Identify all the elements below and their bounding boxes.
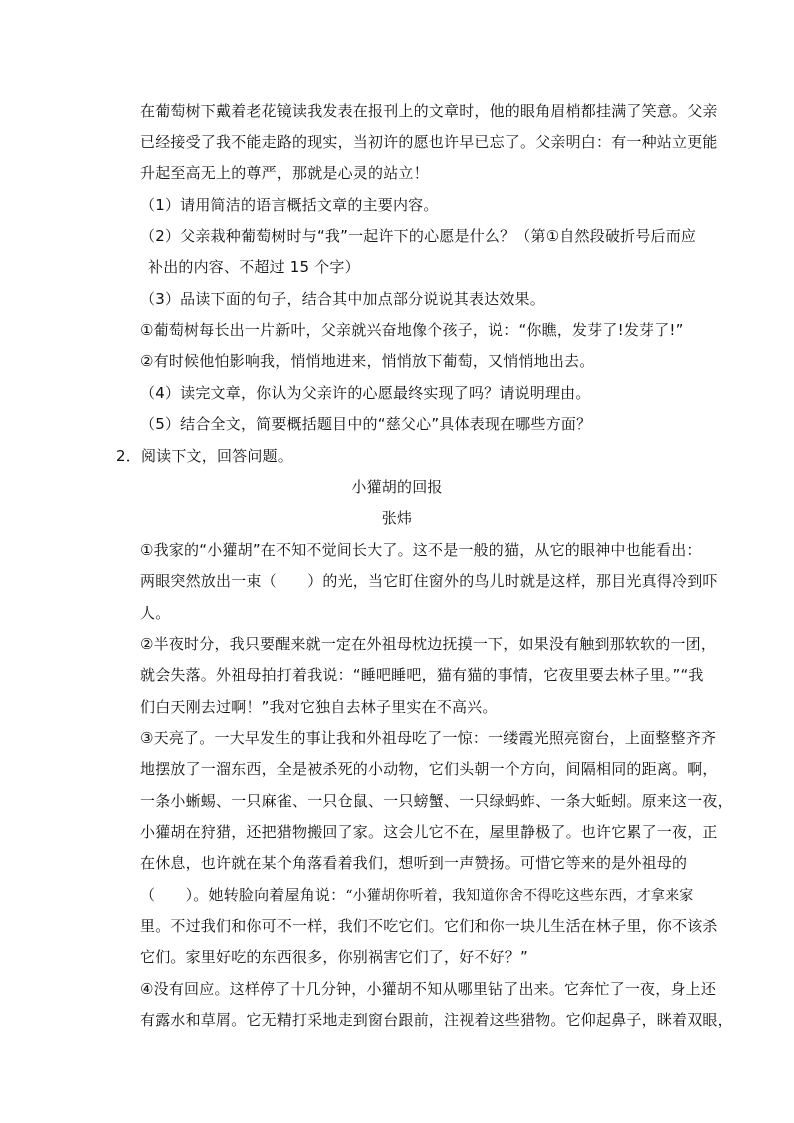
passage-line: 升起至高无上的尊严，那就是心灵的站立！: [140, 164, 429, 182]
article-title: 小獾胡的回报: [351, 478, 443, 496]
article-line: 小獾胡在狩猎，还把猎物搬回了家。这会儿它不在，屋里静极了。也许它累了一夜，正: [140, 823, 718, 841]
passage-line: 在葡萄树下戴着老花镜读我发表在报刊上的文章时，他的眼角眉梢都挂满了笑意。父亲: [140, 102, 718, 120]
article-line: 人。: [140, 604, 171, 622]
question-line: （1）请用简洁的语言概括文章的主要内容。: [140, 196, 439, 214]
question-number-prompt: 2．阅读下文，回答问题。: [116, 447, 293, 465]
question-line: ②有时候他怕影响我，悄悄地进来，悄悄放下葡萄，又悄悄地出去。: [140, 352, 595, 370]
passage-line: 已经接受了我不能走路的现实，当初许的愿也许早已忘了。父亲明白：有一种站立更能: [140, 133, 718, 151]
article-line: 它们。家里好吃的东西很多，你别祸害它们了，好不好？”: [140, 948, 528, 966]
article-line: 一条小蜥蜴、一只麻雀、一只仓鼠、一只螃蟹、一只绿蚂蚱、一条大蚯蚓。原来这一夜，: [140, 792, 733, 810]
question-line: ①葡萄树每长出一片新叶，父亲就兴奋地像个孩子，说：“你瞧，发芽了!发芽了!”: [140, 321, 684, 339]
question-line: 补出的内容、不超过 15 个字）: [148, 258, 360, 276]
article-line: 里。不过我们和你可不一样，我们不吃它们。它们和你一块儿生活在林子里，你不该杀: [140, 917, 718, 935]
article-line: ②半夜时分，我只要醒来就一定在外祖母枕边抚摸一下，如果没有触到那软软的一团，: [140, 635, 717, 653]
question-line: （4）读完文章，你认为父亲许的心愿最终实现了吗？请说明理由。: [140, 384, 591, 402]
article-line: 在休息，也许就在某个角落看着我们，想听到一声赞扬。可惜它等来的是外祖母的: [140, 854, 688, 872]
article-line: 就会失落。外祖母拍打着我说：“睡吧睡吧，猫有猫的事情，它夜里要去林子里。”“我: [140, 666, 704, 684]
article-author: 张炜: [381, 509, 413, 527]
article-line: 们白天刚去过啊！”我对它独自去林子里实在不高兴。: [140, 698, 498, 716]
article-line: 地摆放了一溜东西，全是被杀死的小动物，它们头朝一个方向，间隔相同的距离。啊，: [140, 760, 718, 778]
article-line: [140, 885, 694, 906]
article-line-lead: （ ）。她转脸向着屋角说：: [140, 886, 346, 904]
question-line: （2）父亲栽种葡萄树时与“我”一起许下的心愿是什么？（第①自然段破折号后而应: [140, 227, 697, 245]
article-line: 有露水和草屑。它无精打采地走到窗台跟前，注视着这些猎物。它仰起鼻子，眯着双眼，: [140, 1011, 733, 1029]
article-line: ①我家的“小獾胡”在不知不觉间长大了。这不是一般的猫，从它的眼神中也能看出：: [140, 541, 702, 559]
article-line-quote: “小獾胡你听着，我知道你舍不得吃这些东西，才拿来家: [345, 888, 694, 904]
article-line: 两眼突然放出一束（ ）的光，当它盯住窗外的鸟儿时就是这样，那目光真得冷到吓: [140, 572, 718, 590]
question-line: （3）品读下面的句子，结合其中加点部分说说其表达效果。: [140, 290, 545, 308]
question-line: （5）结合全文，简要概括题目中的“慈父心”具体表现在哪些方面？: [140, 415, 592, 433]
article-line: ③天亮了。一大早发生的事让我和外祖母吃了一惊：一缕霞光照亮窗台，上面整整齐齐: [140, 729, 717, 747]
article-line: ④没有回应。这样停了十几分钟，小獾胡不知从哪里钻了出来。它奔忙了一夜，身上还: [140, 980, 717, 998]
